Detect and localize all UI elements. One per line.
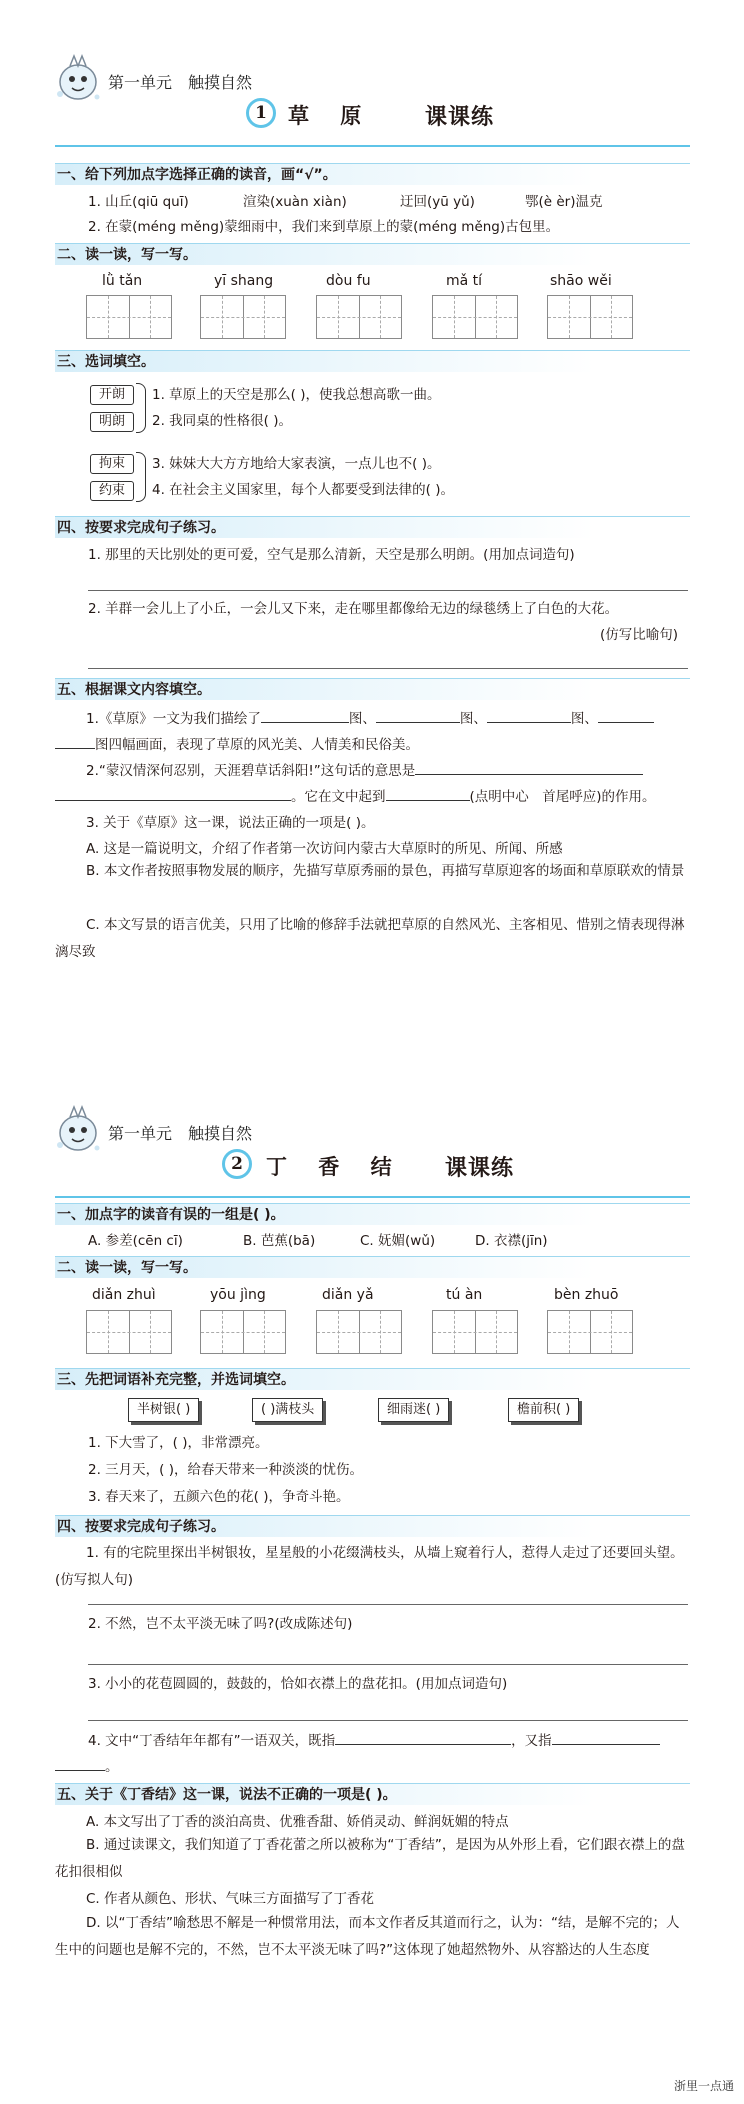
brand-title: 课课练: [425, 105, 495, 130]
section-heading: 四、按要求完成句子练习。: [55, 1515, 690, 1537]
answer-line[interactable]: [88, 1720, 688, 1721]
pinyin-label: mǎ tí: [446, 273, 483, 289]
section-heading: 一、给下列加点字选择正确的读音，画“√”。: [55, 163, 690, 185]
writing-grid[interactable]: [86, 295, 172, 339]
option-c: C. 作者从颜色、形状、气味三方面描写了丁香花: [86, 1891, 375, 1907]
question-text: 3. 春天来了，五颜六色的花( )，争奇斗艳。: [88, 1489, 350, 1505]
question-text: 2. 羊群一会儿上了小丘，一会儿又下来，走在哪里都像给无边的绿毯绣上了白色的大花。: [88, 601, 619, 617]
section-heading: 二、读一读，写一写。: [55, 1256, 690, 1278]
writing-grid[interactable]: [316, 295, 402, 339]
question-text: 1.《草原》一文为我们描绘了 图、 图、 图、: [86, 708, 654, 730]
pinyin-label: lǜ tǎn: [102, 273, 143, 289]
word-option-tag: 拘束: [90, 454, 134, 474]
lesson-number: 1: [246, 98, 276, 128]
option-d: D. 以“丁香结”喻愁思不解是一种惯常用法，而本文作者反其道而行之，认为：“结，是解不完的；人生中的问题也是解不完的，不然，岂不太平淡无味了吗?”这体现了她超然物外、从容豁达的人生态度: [55, 1915, 680, 1958]
option-c: C. 妩媚(wǔ): [360, 1233, 436, 1249]
option-b: B. 通过读课文，我们知道了丁香花蕾之所以被称为“丁香结”，是因为从外形上看，它们跟衣襟上的盘花扣很相似: [55, 1837, 685, 1880]
pinyin-label: yī shang: [214, 273, 274, 289]
question-text: 1. 那里的天比别处的更可爱，空气是那么清新，天空是那么明朗。(用加点词造句): [88, 547, 575, 563]
question-text: 2. 在蒙(méng měng)蒙细雨中，我们来到草原上的蒙(méng měng)古包里。: [88, 219, 560, 235]
question-text: 3. 关于《草原》这一课，说法正确的一项是( )。: [86, 815, 375, 831]
pinyin-label: tú àn: [446, 1287, 483, 1303]
option-a: A. 参差(cēn cī): [88, 1233, 183, 1249]
brace: [136, 383, 146, 433]
section-heading: 五、关于《丁香结》这一课，说法不正确的一项是( )。: [55, 1783, 690, 1805]
writing-grid[interactable]: [86, 1310, 172, 1354]
lesson-title: 丁 香 结: [266, 1154, 404, 1179]
pinyin-label: diǎn zhuì: [92, 1287, 156, 1303]
question-text: 2. 我同桌的性格很( )。: [152, 413, 292, 429]
writing-grid[interactable]: [432, 1310, 518, 1354]
question-text: 2.“蒙汉情深何忍别，天涯碧草话斜阳!”这句话的意思是: [86, 760, 643, 782]
question-text: 4. 文中“丁香结年年都有”一语双关，既指 ，又指: [88, 1730, 660, 1752]
question-text: 图四幅画面，表现了草原的风光美、人情美和民俗美。: [55, 734, 419, 756]
question-text: 2. 三月天，( )，给春天带来一种淡淡的忧伤。: [88, 1462, 363, 1478]
option-a: A. 这是一篇说明文，介绍了作者第一次访问内蒙古大草原时的所见、所闻、所感: [86, 841, 563, 857]
mascot-icon: [52, 52, 104, 104]
section-heading: 四、按要求完成句子练习。: [55, 516, 690, 538]
unit-label: 第一单元 触摸自然: [108, 73, 253, 92]
option-b: B. 本文作者按照事物发展的顺序，先描写草原秀丽的景色，再描写草原迎客的场面和草原联欢的情景: [86, 863, 685, 879]
question-text: 1. 有的宅院里探出半树银妆，星星般的小花缀满枝头，从墙上窥着行人，惹得人走过了还要回头望。(仿写拟人句): [55, 1545, 684, 1588]
question-text: 1. 草原上的天空是那么( )，使我总想高歌一曲。: [152, 387, 441, 403]
section-heading: 三、先把词语补充完整，并选词填空。: [55, 1368, 690, 1390]
question-text: 3. 妹妹大大方方地给大家表演，一点儿也不( )。: [152, 456, 441, 472]
question-text: 迂回(yū yǔ): [400, 194, 475, 210]
pinyin-label: bèn zhuō: [554, 1287, 619, 1303]
brace: [136, 452, 146, 502]
word-option-tag: 明朗: [90, 412, 134, 432]
pinyin-label: yōu jìng: [210, 1287, 266, 1303]
section-heading: 三、选词填空。: [55, 350, 690, 372]
pinyin-label: diǎn yǎ: [322, 1287, 374, 1303]
divider: [55, 1196, 690, 1198]
word-completion-box: ( )满枝头: [252, 1398, 323, 1422]
section-heading: 一、加点字的读音有误的一组是( )。: [55, 1203, 690, 1225]
question-text: 。: [55, 1756, 119, 1778]
brand-title: 课课练: [445, 1156, 515, 1181]
writing-grid[interactable]: [547, 1310, 633, 1354]
writing-grid[interactable]: [432, 295, 518, 339]
question-text: 。它在文中起到 (点明中心 首尾呼应)的作用。: [55, 786, 656, 808]
question-requirement: (仿写比喻句): [600, 627, 679, 643]
question-text: 4. 在社会主义国家里，每个人都要受到法律的( )。: [152, 482, 454, 498]
option-b: B. 芭蕉(bā): [243, 1233, 316, 1249]
question-text: 2. 不然，岂不太平淡无味了吗?(改成陈述句): [88, 1616, 353, 1632]
option-c: C. 本文写景的语言优美，只用了比喻的修辞手法就把草原的自然风光、主客相见、惜别之情表现得淋漓尽致: [55, 917, 685, 960]
question-text: 1. 山丘(qiū quī): [88, 194, 189, 210]
answer-line[interactable]: [88, 1664, 688, 1665]
word-completion-box: 细雨迷( ): [378, 1398, 449, 1422]
word-option-tag: 开朗: [90, 385, 134, 405]
pinyin-label: shāo wěi: [550, 273, 612, 289]
section-heading: 五、根据课文内容填空。: [55, 678, 690, 700]
mascot-icon: [52, 1103, 104, 1155]
word-option-tag: 约束: [90, 481, 134, 501]
writing-grid[interactable]: [547, 295, 633, 339]
writing-grid[interactable]: [200, 1310, 286, 1354]
answer-line[interactable]: [88, 668, 688, 669]
section-heading: 二、读一读，写一写。: [55, 243, 690, 265]
option-d: D. 衣襟(jīn): [475, 1233, 548, 1249]
answer-line[interactable]: [88, 590, 688, 591]
lesson-title: 草 原: [288, 103, 374, 128]
question-text: 渲染(xuàn xiàn): [243, 194, 347, 210]
answer-line[interactable]: [88, 1604, 688, 1605]
writing-grid[interactable]: [316, 1310, 402, 1354]
unit-label: 第一单元 触摸自然: [108, 1124, 253, 1143]
question-text: 鄂(è èr)温克: [525, 194, 603, 210]
writing-grid[interactable]: [200, 295, 286, 339]
question-text: 1. 下大雪了，( )，非常漂亮。: [88, 1435, 269, 1451]
pinyin-label: dòu fu: [326, 273, 371, 289]
footer-brand: 浙里一点通: [673, 2079, 734, 2093]
word-completion-box: 半树银( ): [128, 1398, 199, 1422]
divider: [55, 145, 690, 147]
lesson-number: 2: [222, 1149, 252, 1179]
question-text: 3. 小小的花苞圆圆的，鼓鼓的，恰如衣襟上的盘花扣。(用加点词造句): [88, 1676, 508, 1692]
option-a: A. 本文写出了丁香的淡泊高贵、优雅香甜、娇俏灵动、鲜润妩媚的特点: [86, 1814, 509, 1830]
word-completion-box: 檐前积( ): [508, 1398, 579, 1422]
